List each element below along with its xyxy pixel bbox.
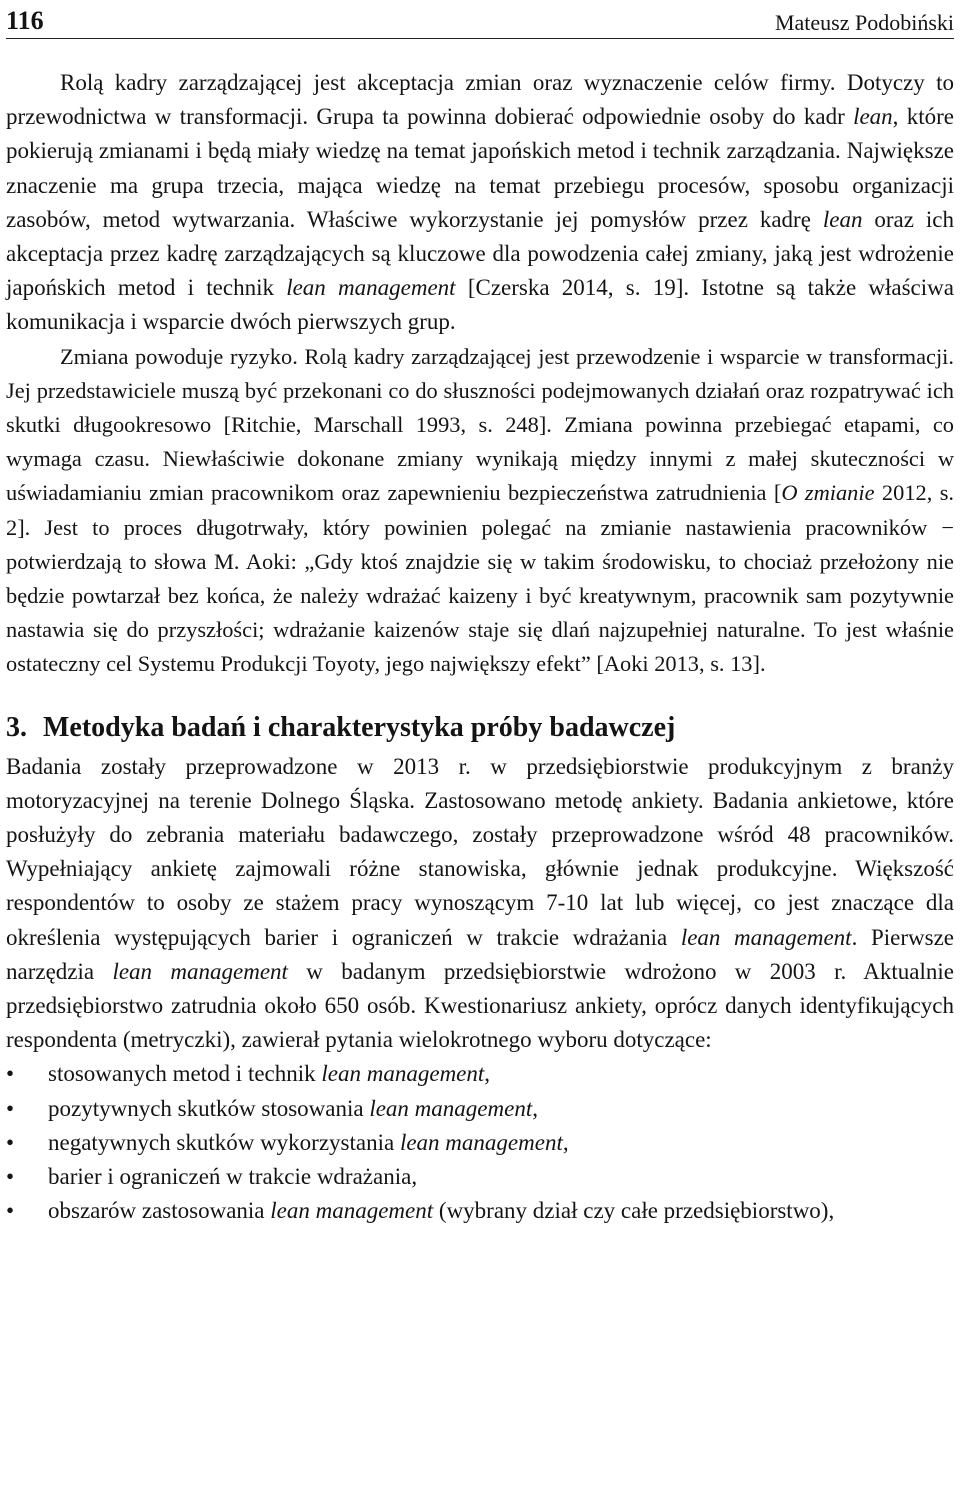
list-item [6, 1194, 954, 1228]
list-item-text: negatywnych skutków wykorzystania lean management, [48, 1129, 569, 1155]
italic-term: lean management [399, 1129, 563, 1155]
italic-term: lean [822, 206, 863, 232]
italic-term: lean management [286, 275, 456, 301]
italic-term: lean [853, 104, 893, 130]
italic-term: lean management [321, 1061, 485, 1087]
list-item [6, 1092, 954, 1126]
list-item-text: pozytywnych skutków stosowania lean management, [48, 1095, 538, 1121]
list-item-text: obszarów zastosowania lean management (wybrany dział czy całe przedsiębiorstwo), [48, 1198, 835, 1224]
page-number: 116 [6, 6, 44, 35]
italic-term: lean management [680, 924, 852, 950]
body-text [6, 66, 954, 1229]
section-title: Metodyka badań i charakterystyka próby badawczej [43, 711, 676, 743]
bullet-marker: • [6, 1129, 15, 1155]
section-number: 3. [6, 711, 27, 743]
bullet-marker: • [6, 1198, 15, 1224]
paragraph: Badania zostały przeprowadzone w 2013 r. w przedsiębiorstwie produkcyjnym z branży motoryzacyjnej na terenie Dolnego Śląska. Zastosowano metodę ankiety. Badania ankietowe, które posłużyły do zebrania materiału badawczego, zostały przeprowadzone wśród 48 pracowników. Wypełniający ankietę zajmowali różne stanowiska, głównie jednak produkcyjne. Większość respondentów to osoby ze stażem pracy wynoszącym 7-10 lat lub więcej, co jest znaczące dla określenia występujących barier i ograniczeń w trakcie wdrażania lean management. Pierwsze narzędzia lean management w badanym przedsiębiorstwie wdrożono w 2003 r. Aktualnie przedsiębiorstwo zatrudnia około 650 osób. Kwestionariusz ankiety, oprócz danych identyfikujących respondenta (metryczki), zawierał pytania wielokrotnego wyboru dotyczące: [6, 753, 955, 1053]
italic-term: lean management [369, 1095, 533, 1121]
header-rule [6, 38, 954, 39]
bullet-marker: • [6, 1061, 15, 1087]
list-item-text: stosowanych metod i technik lean management, [48, 1061, 491, 1087]
bullet-marker: • [6, 1095, 15, 1121]
paragraph: Zmiana powoduje ryzyko. Rolą kadry zarządzającej jest przewodzenie i wsparcie w transformacji. Jej przedstawiciele muszą być przekonani co do słuszności podejmowanych działań oraz rozpatrywać ich skutki długookresowo [Ritchie, Marschall 1993, s. 248]. Zmiana powinna przebiegać etapami, co wymaga czasu. Niewłaściwie dokonane zmiany wynikają między innymi z małej skuteczności w uświadamianiu zmian pracownikom oraz zapewnieniu bezpieczeństwa zatrudnienia [O zmianie 2012, s. 2]. Jest to proces długotrwały, który powinien polegać na zmianie nastawienia pracowników − potwierdzają to słowa M. Aoki: „Gdy ktoś znajdzie się w takim środowisku, to chociaż przełożony nie będzie powtarzał bez końca, że należy wdrażać kaizeny i być kreatywnym, pracownik sam pozytywnie nastawia się do przyszłości; wdrażanie kaizenów staje się dlań najzupełniej naturalne. To jest właśnie ostateczny cel Systemu Produkcji Toyoty, jego największy efekt” [Aoki 2013, s. 13]. [6, 343, 955, 677]
bullet-marker: • [6, 1164, 15, 1190]
list-item [6, 1057, 954, 1091]
italic-term: O zmianie [781, 480, 875, 506]
italic-term: lean management [112, 958, 288, 984]
bullet-list [6, 1057, 954, 1228]
paragraph: Rolą kadry zarządzającej jest akceptacja zmian oraz wyznaczenie celów firmy. Dotyczy to przewodnictwa w transformacji. Grupa ta powinna dobierać odpowiednie osoby do kadr lean, które pokierują zmianami i będą miały wiedzę na temat japońskich metod i technik zarządzania. Największe znaczenie ma grupa trzecia, mająca wiedzę na temat przebiegu procesów, sposobu organizacji zasobów, metod wytwarzania. Właściwe wykorzystanie jej pomysłów przez kadrę lean oraz ich akceptacja przez kadrę zarządzających są kluczowe dla powodzenia całej zmiany, jaką jest wdrożenie japońskich metod i technik lean management [Czerska 2014, s. 19]. Istotne są także właściwa komunikacja i wsparcie dwóch pierwszych grup. [6, 70, 954, 335]
list-item [6, 1160, 954, 1194]
running-header [6, 2, 954, 36]
list-item [6, 1126, 954, 1160]
list-item-text: barier i ograniczeń w trakcie wdrażania, [48, 1164, 418, 1190]
italic-term: lean management [270, 1198, 434, 1224]
running-author: Mateusz Podobiński [774, 10, 954, 35]
section-heading [6, 706, 954, 750]
